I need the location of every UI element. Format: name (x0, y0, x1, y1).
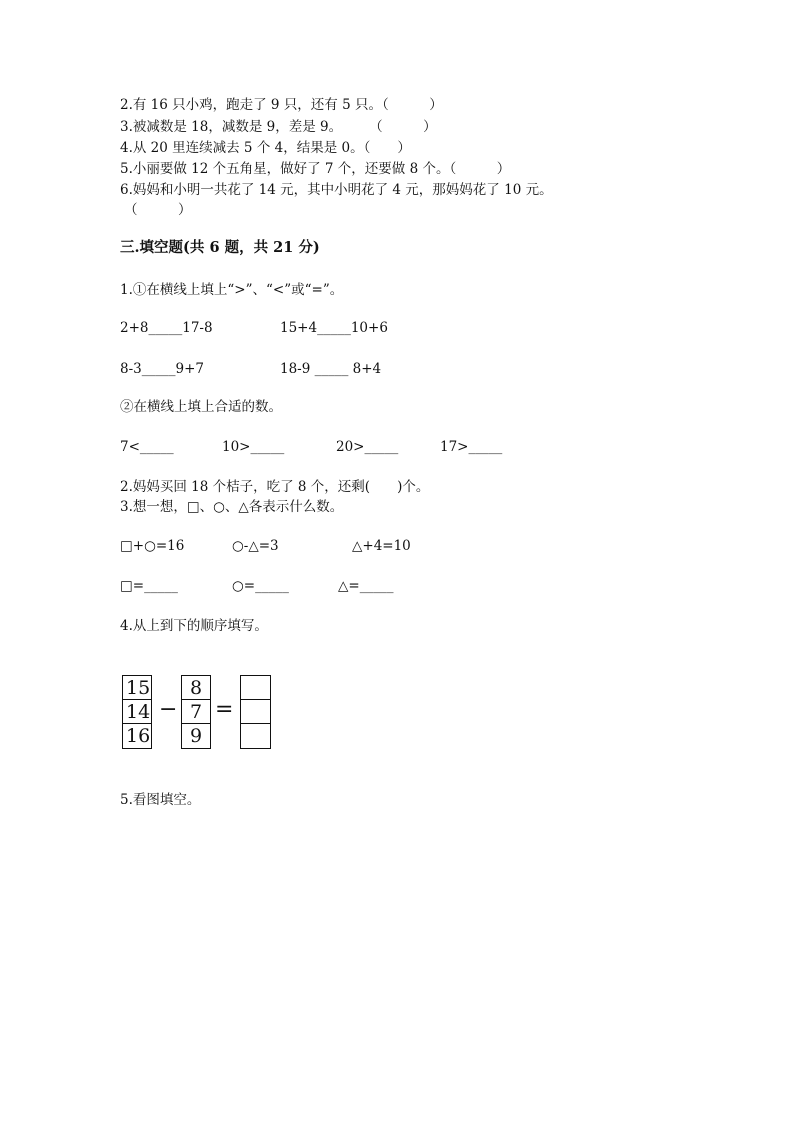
q2-text: 2.妈妈买回 18 个桔子，吃了 8 个，还剩( )个。 (120, 479, 430, 495)
difference-answer-box[interactable] (241, 724, 270, 748)
difference-answer-box[interactable] (241, 700, 270, 724)
section-3-title: 三.填空题(共 6 题，共 21 分) (120, 239, 320, 256)
subtrahend-cell: 8 (182, 676, 210, 700)
q1-compare-2: 15+4_____10+6 (280, 320, 388, 336)
judge-item-4: 4.从 20 里连续减去 5 个 4，结果是 0。（ ） (120, 140, 411, 156)
q1-part2-prompt: ②在横线上填上合适的数。 (120, 399, 282, 415)
q5-prompt: 5.看图填空。 (120, 792, 201, 808)
difference-answer-box[interactable] (241, 676, 270, 700)
q1-fill-1: 7<_____ (120, 439, 174, 455)
judge-item-2: 2.有 16 只小鸡，跑走了 9 只，还有 5 只。（ ） (120, 97, 443, 113)
q1-part1-prompt: 1.①在横线上填上“>”、“<”或“=”。 (120, 282, 344, 298)
q4-prompt: 4.从上到下的顺序填写。 (120, 618, 268, 634)
q1-fill-3: 20>_____ (336, 439, 399, 455)
minuend-column (122, 675, 152, 749)
q3-answer-triangle: △=_____ (338, 578, 394, 594)
q3-equation-1: □+○=16 (120, 538, 185, 554)
q1-fill-4: 17>_____ (440, 439, 503, 455)
subtrahend-cell: 7 (182, 700, 210, 724)
difference-column (240, 675, 271, 749)
q1-fill-2: 10>_____ (222, 439, 285, 455)
judge-item-6: 6.妈妈和小明一共花了 14 元，其中小明花了 4 元，那妈妈花了 10 元。 (120, 182, 553, 198)
q1-compare-4: 18-9 _____ 8+4 (280, 361, 382, 377)
q3-equation-2: ○-△=3 (232, 538, 279, 554)
q3-answer-square: □=_____ (120, 578, 178, 594)
judge-item-3: 3.被减数是 18，减数是 9，差是 9。 （ ） (120, 119, 437, 135)
subtrahend-cell: 9 (189, 725, 203, 747)
minus-sign: − (159, 697, 178, 722)
q3-equation-3: △+4=10 (352, 538, 411, 554)
judge-item-5: 5.小丽要做 12 个五角星，做好了 7 个，还要做 8 个。（ ） (120, 161, 511, 177)
minuend-cell: 15 (123, 676, 151, 700)
minuend-cell: 14 (123, 700, 151, 724)
q3-prompt: 3.想一想，□、○、△各表示什么数。 (120, 499, 344, 515)
q1-compare-1: 2+8_____17-8 (120, 320, 213, 336)
minuend-cell: 16 (126, 725, 151, 747)
q3-answer-circle: ○=_____ (232, 578, 289, 594)
equals-sign: = (215, 697, 234, 722)
q1-compare-3: 8-3_____9+7 (120, 361, 204, 377)
judge-item-6-answer-blank: （ ） (124, 202, 192, 218)
subtrahend-column (181, 675, 211, 749)
